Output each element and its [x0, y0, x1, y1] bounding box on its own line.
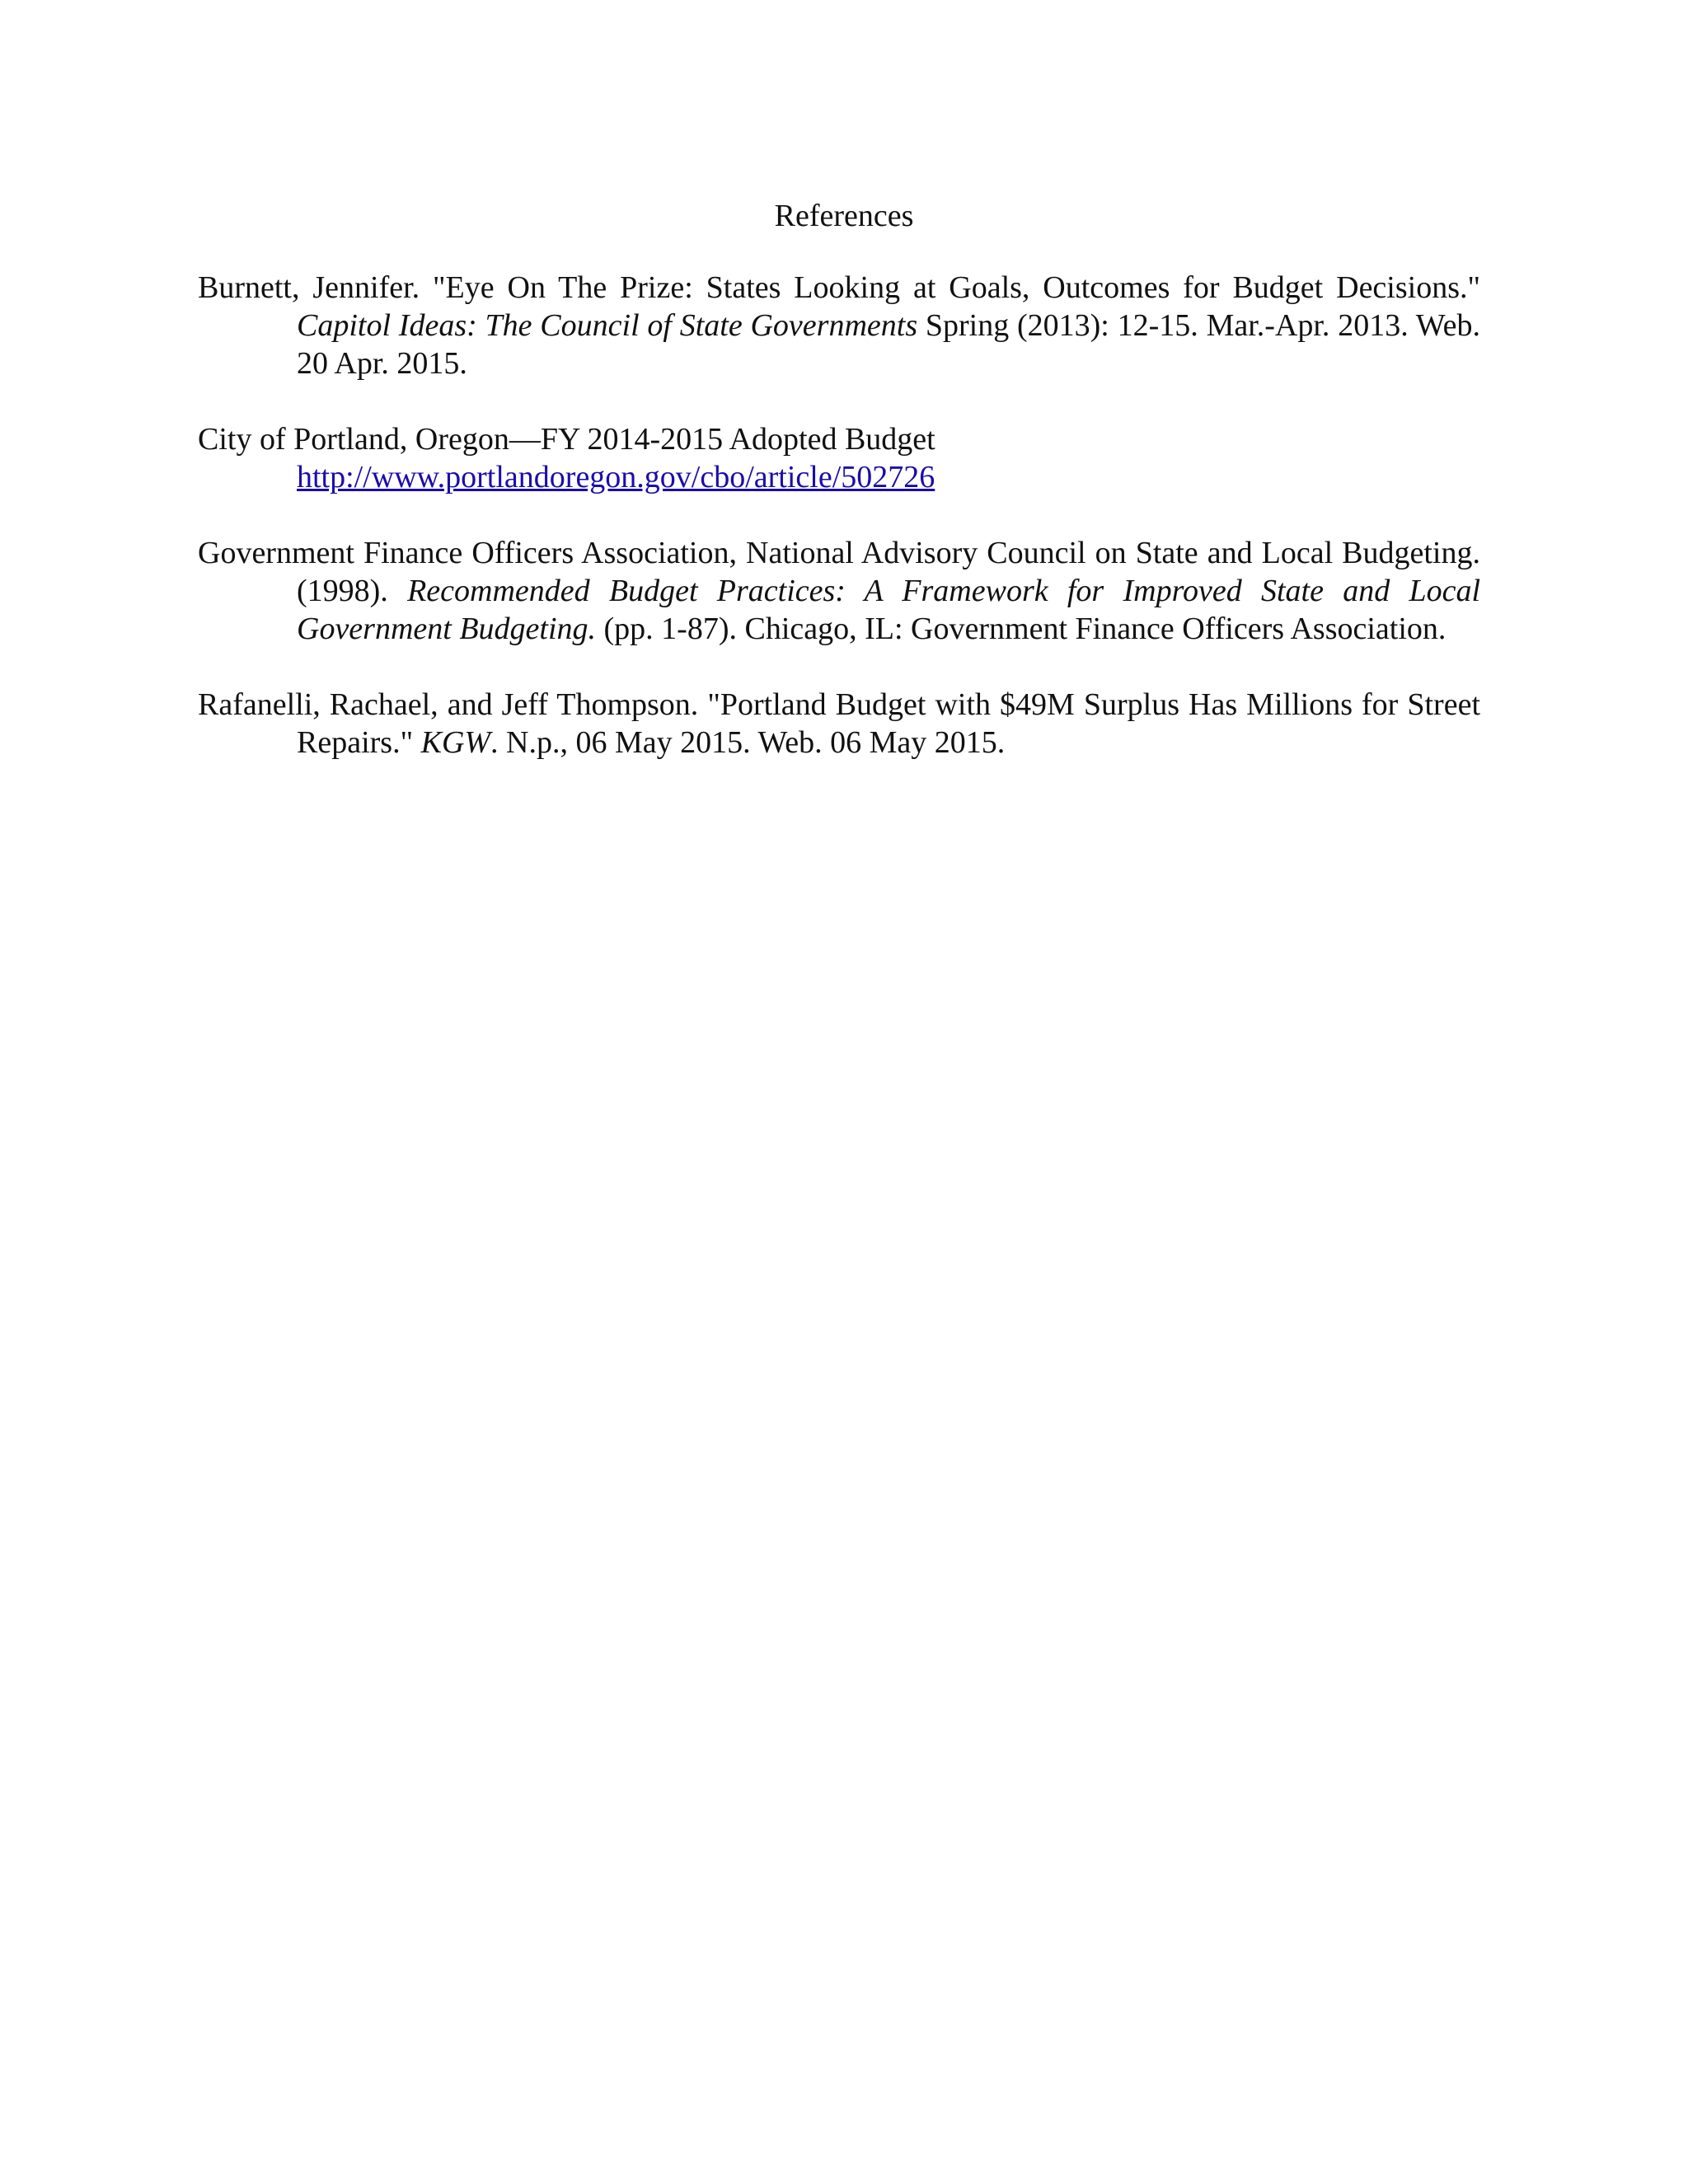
reference-details: Spring (2013): 12-15. Mar.-Apr. 2013. Web. 20 Apr. 2015. [297, 308, 1480, 381]
reference-entry-rafanelli [198, 686, 1480, 762]
reference-entry-portland-budget [198, 420, 1480, 496]
references-list [198, 269, 1480, 799]
references-heading: References [774, 199, 914, 233]
reference-link[interactable]: http://www.portlandoregon.gov/cbo/article/502726 [297, 460, 935, 494]
reference-details: . N.p., 06 May 2015. Web. 06 May 2015. [490, 725, 1006, 760]
reference-source: KGW [420, 725, 491, 760]
reference-details: (pp. 1-87). Chicago, IL: Government Finance Officers Association. [596, 612, 1447, 646]
reference-author-title: Burnett, Jennifer. "Eye On The Prize: States Looking at Goals, Outcomes for Budget Decisions." [198, 270, 1480, 305]
reference-source: Capitol Ideas: The Council of State Governments [297, 308, 918, 343]
reference-entry-burnett [198, 269, 1480, 382]
reference-title: Recommended Budget Practices: A Framework for Improved State and Local Government Budgeting. [297, 574, 1481, 646]
reference-title: City of Portland, Oregon—FY 2014-2015 Adopted Budget [198, 422, 935, 457]
reference-author-title: Rafanelli, Rachael, and Jeff Thompson. "Portland Budget with $49M Surplus Has Millions for Street Repairs." [198, 687, 1480, 760]
reference-entry-gfoa [198, 534, 1480, 648]
reference-author-year: Government Finance Officers Association, National Advisory Council on State and Local Budgeting. (1998). [198, 536, 1480, 608]
